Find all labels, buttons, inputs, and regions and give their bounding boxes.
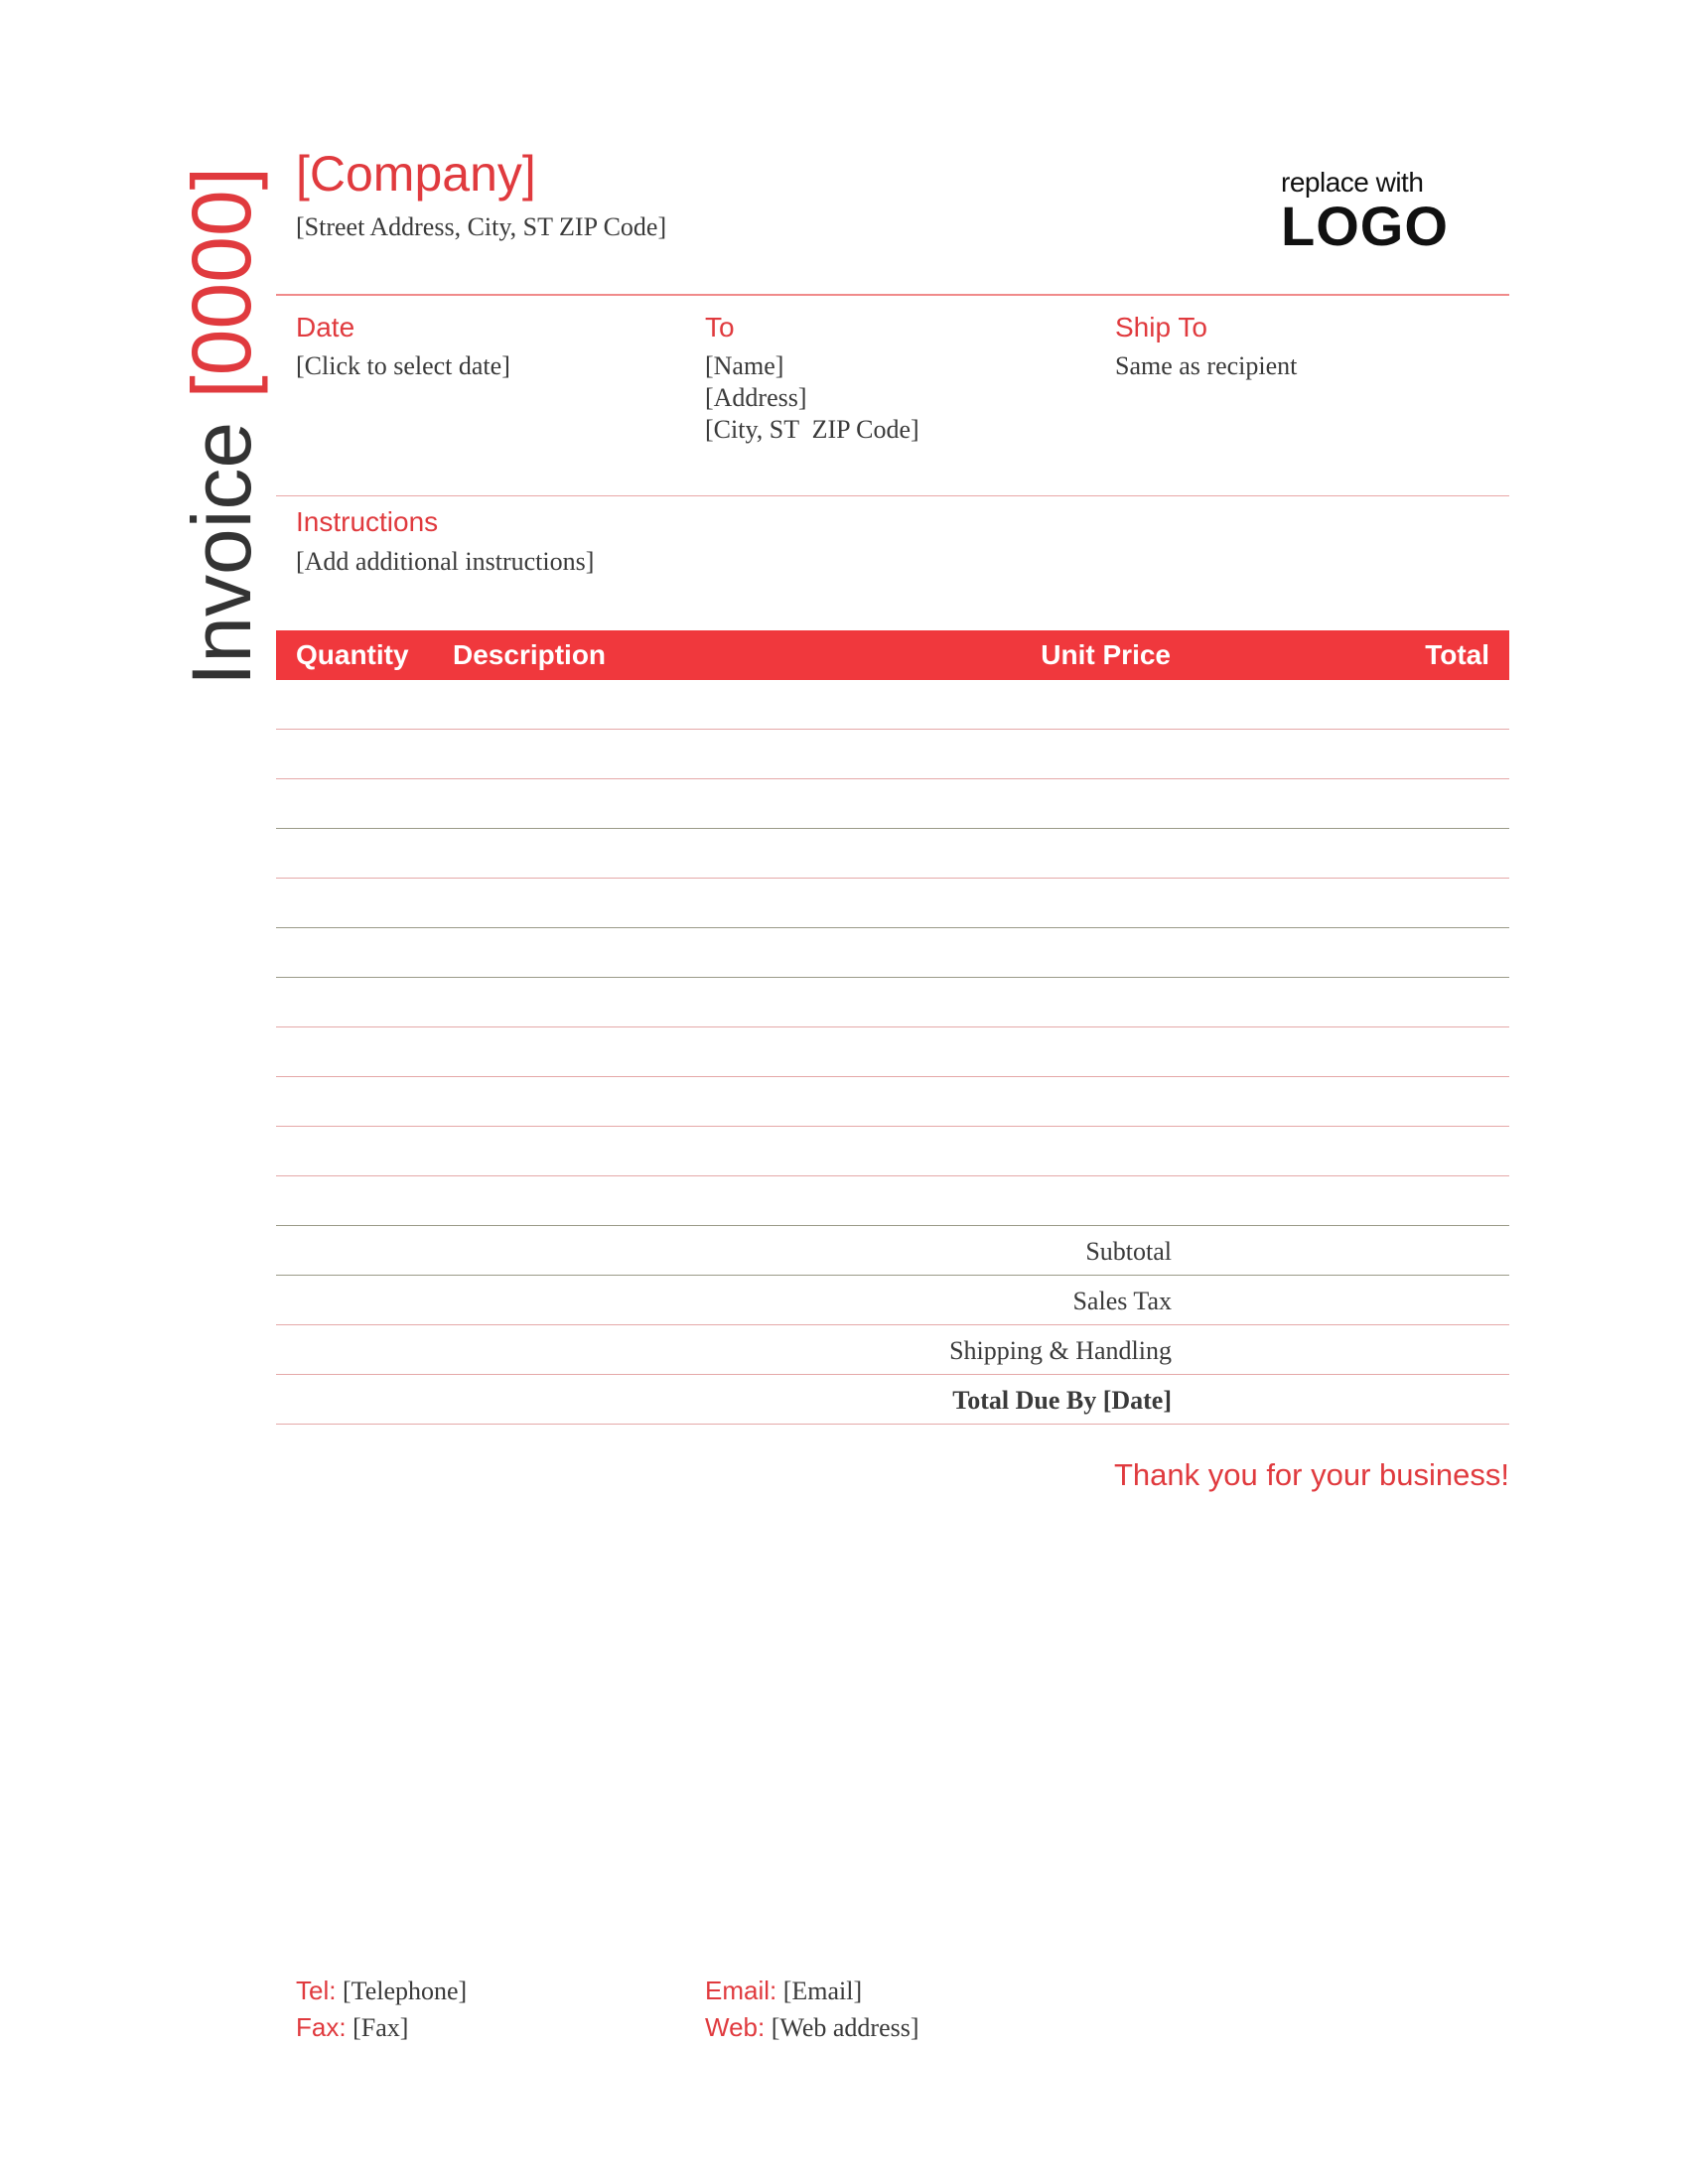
tel-line [296,1976,467,2006]
table-row[interactable] [276,730,1509,779]
header-quantity: Quantity [296,639,409,670]
date-label: Date [296,312,355,342]
to-address[interactable]: [Address] [705,383,807,412]
header-unit-price: Unit Price [1041,639,1171,670]
ship-to-value[interactable]: Same as recipient [1115,351,1298,380]
to-label: To [705,312,735,342]
email-label: Email: [705,1976,777,2005]
web-label: Web: [705,2012,766,2042]
shipping-label: Shipping & Handling [949,1336,1172,1365]
section-divider [276,495,1509,496]
web-line [705,2012,919,2043]
total-due-label: Total Due By [Date] [952,1386,1172,1415]
table-row[interactable] [276,680,1509,730]
logo-placeholder[interactable] [1281,167,1450,257]
thank-you-message: Thank you for your business! [1113,1457,1509,1492]
date-value[interactable]: [Click to select date] [296,351,510,380]
table-row[interactable] [276,829,1509,879]
total-due-row[interactable] [276,1375,1509,1425]
invoice-number[interactable]: [0000] [175,167,268,399]
sales-tax-label: Sales Tax [1072,1287,1172,1315]
table-row[interactable] [276,1176,1509,1226]
subtotal-label: Subtotal [1085,1237,1172,1266]
header-total: Total [1425,639,1489,670]
sales-tax-row[interactable] [276,1276,1509,1325]
instructions-value[interactable]: [Add additional instructions] [296,547,595,576]
company-name[interactable]: [Company] [296,146,536,202]
table-row[interactable] [276,1027,1509,1077]
logo-line2: LOGO [1281,195,1449,257]
logo-line1: replace with [1281,167,1424,198]
table-row[interactable] [276,779,1509,829]
table-row[interactable] [276,978,1509,1027]
to-name[interactable]: [Name] [705,351,784,380]
header-divider [276,294,1509,296]
tel-value[interactable]: [Telephone] [342,1977,468,2005]
fax-value[interactable]: [Fax] [352,2013,409,2042]
to-city[interactable]: [City, ST ZIP Code] [705,415,919,444]
fax-line [296,2012,408,2043]
items-table-header [276,630,1509,680]
email-line [705,1976,862,2006]
header-description: Description [453,639,607,670]
table-row[interactable] [276,1127,1509,1176]
fax-label: Fax: [296,2012,347,2042]
shipping-row[interactable] [276,1325,1509,1375]
ship-to-label: Ship To [1115,312,1207,342]
web-value[interactable]: [Web address] [771,2013,919,2042]
table-row[interactable] [276,928,1509,978]
table-row[interactable] [276,879,1509,928]
tel-label: Tel: [296,1976,337,2005]
subtotal-row[interactable] [276,1226,1509,1276]
instructions-label: Instructions [296,506,439,537]
invoice-title-word: Invoice [175,421,268,687]
table-row[interactable] [276,1077,1509,1127]
company-address[interactable]: [Street Address, City, ST ZIP Code] [296,212,667,241]
invoice-title [175,167,268,723]
email-value[interactable]: [Email] [782,1977,863,2005]
